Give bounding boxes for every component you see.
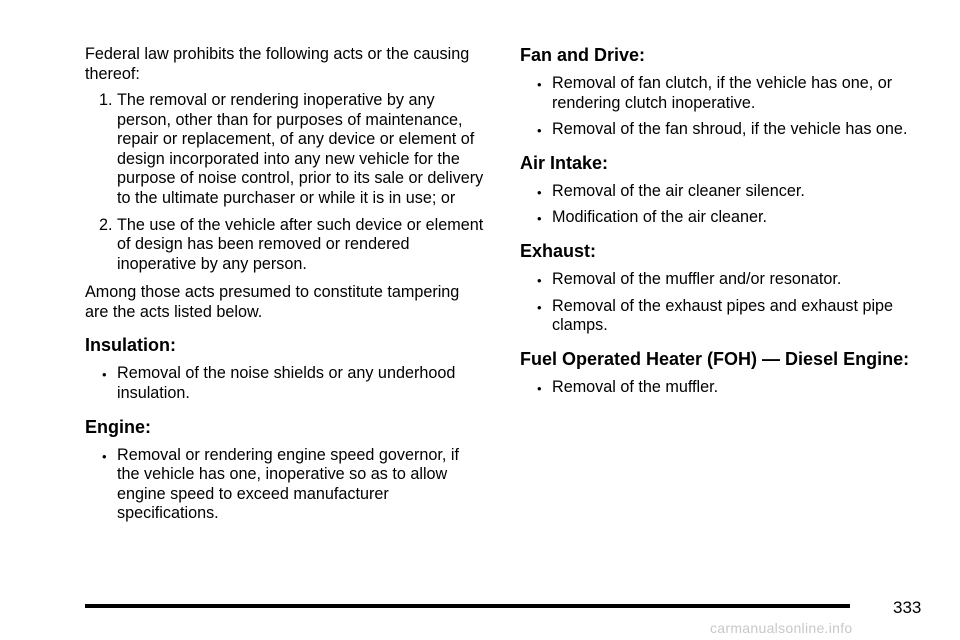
bullet-icon: • bbox=[537, 123, 542, 139]
bullet-icon: • bbox=[537, 272, 542, 288]
exhaust-heading: Exhaust: bbox=[520, 240, 597, 261]
bullet-icon: • bbox=[102, 448, 107, 464]
bullet-icon: • bbox=[537, 77, 542, 92]
list-item-number: 1. bbox=[99, 91, 113, 109]
insulation-list bbox=[85, 364, 485, 403]
numbered-list bbox=[85, 91, 485, 274]
tampering-paragraph: Among those acts presumed to constitute tampering are the acts listed below. bbox=[85, 283, 460, 322]
right-column bbox=[520, 44, 920, 404]
foh-heading: Fuel Operated Heater (FOH) — Diesel Engine: bbox=[520, 348, 910, 369]
list-item-text: Removal of the exhaust pipes and exhaust pipe clamps. bbox=[552, 296, 894, 335]
foh-list bbox=[520, 378, 920, 398]
page-number: 333 bbox=[893, 598, 922, 617]
list-item-text: Removal of fan clutch, if the vehicle has one, or rendering clutch inoperative. bbox=[552, 74, 893, 112]
list-item bbox=[520, 208, 920, 228]
air-intake-list bbox=[520, 182, 920, 228]
list-item-text: The use of the vehicle after such device or element of design has been removed or rendered inoperative by any person. bbox=[117, 215, 484, 273]
bullet-icon: • bbox=[537, 380, 542, 396]
list-item bbox=[520, 378, 920, 398]
list-item-text: Removal of the noise shields or any underhood insulation. bbox=[117, 364, 456, 402]
list-item-text: The removal or rendering inoperative by any person, other than for purposes of maintenance, repair or replacement, of any device or element of design incorporated into any new vehicle for the purpose of noise control, prior to its sale or delivery to the ultimate purchaser or while it is in use; or bbox=[117, 91, 484, 207]
bullet-icon: • bbox=[537, 184, 542, 200]
list-item bbox=[520, 270, 920, 290]
bullet-icon: • bbox=[537, 211, 542, 227]
intro-paragraph: Federal law prohibits the following acts or the causing thereof: bbox=[85, 45, 470, 83]
list-item bbox=[520, 182, 920, 202]
air-intake-heading: Air Intake: bbox=[520, 152, 609, 173]
engine-list bbox=[85, 446, 485, 524]
left-column bbox=[85, 44, 485, 531]
footer-rule bbox=[85, 604, 850, 608]
engine-heading: Engine: bbox=[85, 416, 151, 437]
fan-drive-list bbox=[520, 74, 920, 140]
list-item-text: Removal of the muffler. bbox=[552, 377, 719, 396]
list-item-text: Removal of the muffler and/or resonator. bbox=[552, 269, 842, 288]
exhaust-list bbox=[520, 270, 920, 336]
list-item bbox=[85, 364, 485, 403]
insulation-heading: Insulation: bbox=[85, 335, 176, 356]
list-item bbox=[85, 216, 485, 275]
list-item bbox=[520, 297, 920, 336]
list-item bbox=[520, 120, 920, 140]
bullet-icon: • bbox=[102, 367, 107, 383]
list-item-number: 2. bbox=[99, 215, 113, 234]
list-item-text: Removal of the air cleaner silencer. bbox=[552, 181, 805, 200]
watermark: carmanualsonline.info bbox=[710, 620, 853, 636]
bullet-icon: • bbox=[537, 299, 542, 315]
list-item-text: Modification of the air cleaner. bbox=[552, 208, 768, 227]
fan-drive-heading: Fan and Drive: bbox=[520, 45, 646, 65]
list-item-text: Removal of the fan shroud, if the vehicle has one. bbox=[552, 120, 908, 139]
list-item bbox=[85, 91, 485, 209]
list-item-text: Removal or rendering engine speed governor, if the vehicle has one, inoperative so as to allow engine speed to exceed manufacturer specifications. bbox=[117, 445, 459, 523]
list-item bbox=[85, 446, 485, 524]
list-item bbox=[520, 74, 920, 113]
